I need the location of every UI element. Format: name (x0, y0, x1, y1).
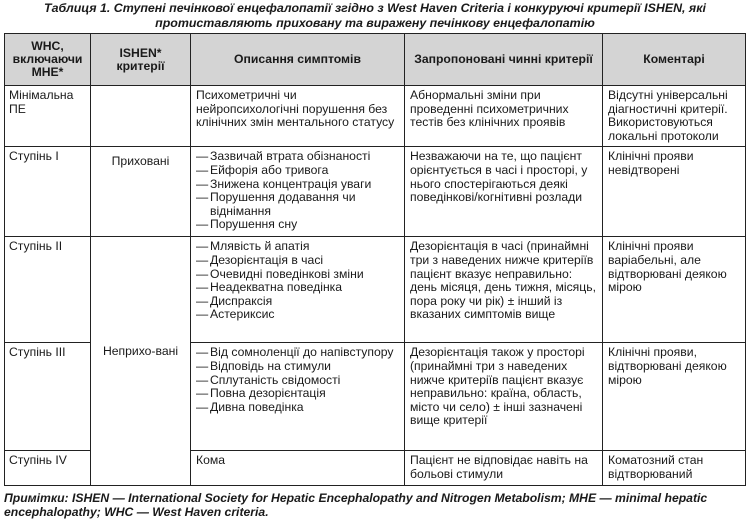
header-row (5, 34, 746, 86)
header-ishen: ISHEN* критерії (91, 34, 191, 86)
symptoms-list (196, 346, 399, 414)
symptom-item: — Ейфорія або тривога (196, 164, 399, 178)
proposed-cell: Абнормальні зміни при проведенні психометричних тестів без клінічних проявів (405, 86, 603, 147)
symptoms-cell (191, 237, 405, 343)
symptoms-cell (191, 343, 405, 451)
symptoms-list (196, 240, 399, 322)
header-whc: WHC, включаючи МНЕ* (5, 34, 91, 86)
level-cell: Ступінь II (5, 237, 91, 343)
header-comments: Коментарі (603, 34, 746, 86)
criteria-overt-label: Неприхо-вані (102, 343, 179, 358)
level-cell: Ступінь IV (5, 451, 91, 486)
symptom-item: — Знижена концентрація уваги (196, 178, 399, 192)
table-title: Таблиця 1. Ступені печінкової енцефалопатії згідно з West Haven Criteria і конкуруючі критерії ISHEN, які протиставляють приховану та виражену печінкову енцефалопатію (44, 1, 706, 30)
symptom-item: — Сплутаність свідомості (196, 374, 399, 388)
symptoms-cell: Кома (191, 451, 405, 486)
table-row (5, 343, 746, 451)
criteria-cell-overt-bottom (91, 451, 191, 486)
comment-cell: Клінічні прояви невідтворені (603, 147, 746, 237)
table-footnote: Примітки: ISHEN — International Society for Hepatic Encephalopathy and Nitrogen Metabolism; MHE — minimal hepatic encephalopathy; WHC — West Haven criteria. (4, 491, 708, 519)
symptom-item: — Повна дезорієнтація (196, 387, 399, 401)
symptom-item: — Зазвичай втрата обізнаності (196, 150, 399, 164)
comment-cell: Клінічні прояви, відтворювані деякою мірою (603, 343, 746, 451)
proposed-cell: Дезорієнтація в часі (принаймні три з наведених нижче критеріїв пацієнт вказує неправильно: день місяця, день тижня, місяць, пора року чи рік) ± інший із вказаних симптомів вище (405, 237, 603, 343)
symptom-item: — Порушення додавання чи віднімання (196, 191, 399, 218)
symptom-item: — Відповідь на стимули (196, 360, 399, 374)
criteria-hidden-label: Приховані (111, 154, 170, 169)
symptom-item: — Млявість й апатія (196, 240, 399, 254)
symptoms-cell (191, 147, 405, 237)
hepatic-encephalopathy-table (4, 33, 746, 486)
proposed-cell: Дезорієнтація також у просторі (принаймні три з наведених нижче критеріїв пацієнт вказує неправильно: країна, область, місто чи село) ± інші зазначені вище критерії (405, 343, 603, 451)
symptom-item: — Очевидні поведінкові зміни (196, 268, 399, 282)
table-row (5, 86, 746, 147)
symptom-item: — Неадекватна поведінка (196, 281, 399, 295)
comment-cell: Клінічні прояви варіабельні, але відтворювані деякою мірою (603, 237, 746, 343)
proposed-cell: Незважаючи на те, що пацієнт орієнтується в часі і просторі, у нього спостерігаються деякі поведінкові/когнітивні розлади (405, 147, 603, 237)
level-cell: Ступінь I (5, 147, 91, 237)
symptom-item: — Дивна поведінка (196, 401, 399, 415)
criteria-cell-empty (91, 86, 191, 147)
table-row (5, 147, 746, 237)
symptom-item: — Астериксис (196, 308, 399, 322)
symptom-item: — Диспраксія (196, 295, 399, 309)
level-cell: Ступінь III (5, 343, 91, 451)
symptoms-cell: Психометричні чи нейропсихологічні порушення без клінічних змін ментального статусу (191, 86, 405, 147)
header-proposed: Запропоновані чинні критерії (405, 34, 603, 86)
proposed-cell: Пацієнт не відповідає навіть на больові стимули (405, 451, 603, 486)
criteria-cell-overt (91, 343, 191, 451)
header-symptoms: Описання симптомів (191, 34, 405, 86)
table-row (5, 237, 746, 343)
symptoms-list (196, 150, 399, 232)
criteria-cell-hidden (91, 147, 191, 237)
criteria-cell-overt-top (91, 237, 191, 343)
symptom-item: — Дезорієнтація в часі (196, 254, 399, 268)
table-row (5, 451, 746, 486)
comment-cell: Коматозний стан відтворюваний (603, 451, 746, 486)
symptom-item: — Від сомноленції до напівступору (196, 346, 399, 360)
level-cell: Мінімальна ПЕ (5, 86, 91, 147)
symptom-item: — Порушення сну (196, 218, 399, 232)
comment-cell: Відсутні універсальні діагностичні критерії. Використовуються локальні протоколи (603, 86, 746, 147)
